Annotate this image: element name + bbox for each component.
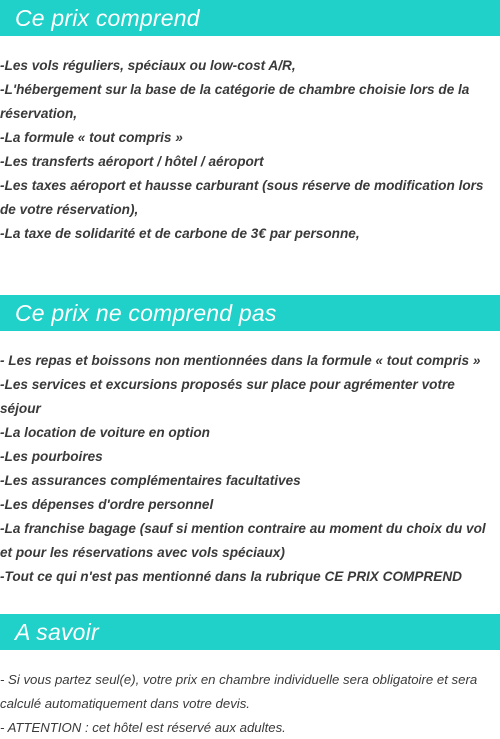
- list-item: -Les taxes aéroport et hausse carburant (sous réserve de modification lors de votre réservation),: [0, 178, 484, 217]
- list-item: -La location de voiture en option: [0, 425, 210, 440]
- list-item: -Les services et excursions proposés sur place pour agrémenter votre séjour: [0, 377, 455, 416]
- list-item: -Les dépenses d'ordre personnel: [0, 497, 214, 512]
- not-included-title: Ce prix ne comprend pas: [15, 299, 277, 326]
- list-item: - Les repas et boissons non mentionnées dans la formule « tout compris »: [0, 353, 481, 368]
- list-item: -La franchise bagage (sauf si mention contraire au moment du choix du vol et pour les réservations avec vols spéciaux): [0, 521, 486, 560]
- list-item: -Les vols réguliers, spéciaux ou low-cost A/R,: [0, 58, 296, 73]
- not-included-list: [0, 349, 500, 589]
- to-know-list: [0, 668, 500, 739]
- list-item: - ATTENTION : cet hôtel est réservé aux adultes.: [0, 720, 286, 735]
- not-included-section: [0, 295, 500, 589]
- list-item: -Les pourboires: [0, 449, 103, 464]
- list-item: -La taxe de solidarité et de carbone de 3€ par personne,: [0, 226, 360, 241]
- included-list: [0, 54, 500, 246]
- to-know-header: [0, 614, 500, 650]
- to-know-title: A savoir: [15, 618, 99, 645]
- included-header: [0, 0, 500, 36]
- to-know-section: [0, 614, 500, 739]
- list-item: -La formule « tout compris »: [0, 130, 183, 145]
- list-item: - Si vous partez seul(e), votre prix en chambre individuelle sera obligatoire et sera calculé automatiquement dans votre devis.: [0, 672, 478, 711]
- list-item: -L'hébergement sur la base de la catégorie de chambre choisie lors de la réservation,: [0, 82, 470, 121]
- list-item: -Les assurances complémentaires facultatives: [0, 473, 301, 488]
- list-item: -Tout ce qui n'est pas mentionné dans la rubrique CE PRIX COMPREND: [0, 569, 462, 584]
- included-section: [0, 0, 500, 246]
- list-item: -Les transferts aéroport / hôtel / aéroport: [0, 154, 264, 169]
- included-title: Ce prix comprend: [15, 4, 200, 31]
- not-included-header: [0, 295, 500, 331]
